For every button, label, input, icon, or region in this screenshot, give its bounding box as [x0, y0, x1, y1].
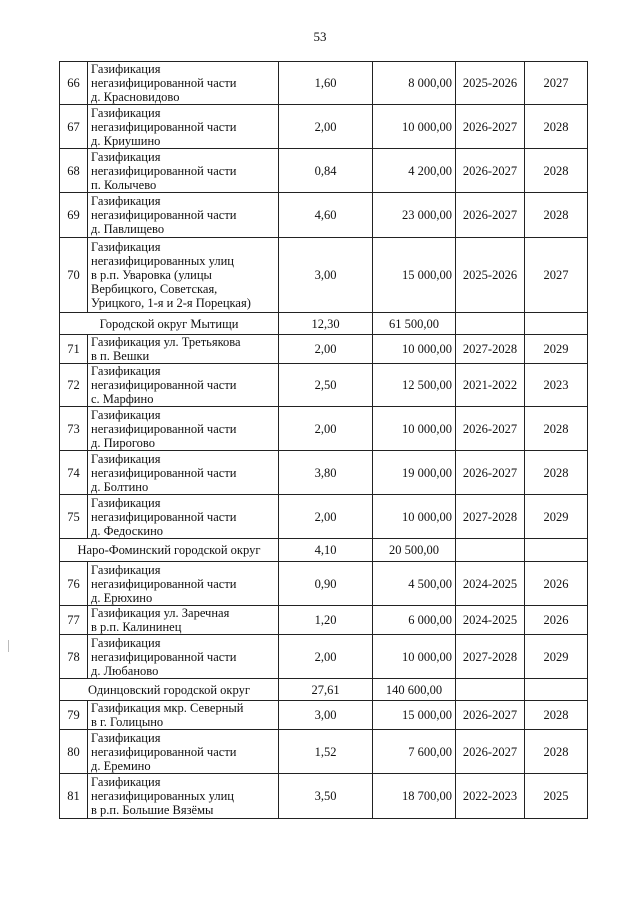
table-row [60, 407, 588, 451]
table-row [60, 606, 588, 635]
commissioning-year: 2028 [525, 149, 588, 193]
commissioning-year: 2029 [525, 495, 588, 539]
district-length: 27,61 [279, 679, 373, 701]
length-km: 2,00 [279, 407, 373, 451]
table-row [60, 451, 588, 495]
table-row [60, 105, 588, 149]
row-number: 70 [60, 238, 88, 313]
object-name [88, 193, 279, 238]
commissioning-year: 2025 [525, 774, 588, 819]
object-name-line: в р.п. Большие Вязёмы [91, 803, 214, 817]
district-name: Наро-Фоминский городской округ [60, 539, 279, 562]
gasification-table [59, 61, 588, 819]
object-name-line: д. Красновидово [91, 90, 180, 104]
construction-period: 2026-2027 [456, 407, 525, 451]
object-name-line: негазифицированной части [91, 378, 237, 392]
empty-cell [525, 313, 588, 335]
object-name [88, 451, 279, 495]
commissioning-year: 2023 [525, 364, 588, 407]
commissioning-year: 2028 [525, 730, 588, 774]
commissioning-year: 2028 [525, 701, 588, 730]
object-name-line: д. Ерюхино [91, 590, 153, 605]
length-km: 0,84 [279, 149, 373, 193]
table-row [60, 62, 588, 105]
object-name-line: негазифицированной части [91, 465, 237, 480]
group-row [60, 313, 588, 335]
cost-value: 4 200,00 [373, 149, 456, 193]
table-body [60, 62, 588, 819]
length-km: 1,20 [279, 606, 373, 635]
object-name-line: негазифицированной части [91, 119, 237, 134]
row-number: 76 [60, 562, 88, 606]
object-name-line: д. Павлищево [91, 222, 165, 236]
construction-period: 2026-2027 [456, 193, 525, 238]
commissioning-year: 2026 [525, 606, 588, 635]
object-name [88, 730, 279, 774]
object-name-line: Газификация [91, 451, 161, 466]
scan-mark [8, 640, 9, 652]
cost-value: 10 000,00 [373, 407, 456, 451]
row-number: 75 [60, 495, 88, 539]
row-number: 71 [60, 335, 88, 364]
cost-value: 15 000,00 [373, 238, 456, 313]
object-name-line: негазифицированной части [91, 208, 237, 222]
row-number: 81 [60, 774, 88, 819]
cost-value: 10 000,00 [373, 105, 456, 149]
row-number: 67 [60, 105, 88, 149]
table-row [60, 495, 588, 539]
construction-period: 2024-2025 [456, 606, 525, 635]
object-name-line: негазифицированной части [91, 649, 237, 664]
empty-cell [456, 313, 525, 335]
group-row [60, 539, 588, 562]
object-name [88, 149, 279, 193]
object-name-line: негазифицированной части [91, 76, 237, 90]
empty-cell [525, 539, 588, 562]
table-row [60, 635, 588, 679]
table-row [60, 335, 588, 364]
row-number: 73 [60, 407, 88, 451]
length-km: 2,50 [279, 364, 373, 407]
length-km: 0,90 [279, 562, 373, 606]
district-cost: 61 500,00 [373, 313, 456, 335]
length-km: 2,00 [279, 635, 373, 679]
object-name [88, 407, 279, 451]
row-number: 74 [60, 451, 88, 495]
construction-period: 2026-2027 [456, 730, 525, 774]
table-row [60, 193, 588, 238]
object-name-line: Газификация ул. Третьякова [91, 335, 241, 349]
row-number: 66 [60, 62, 88, 105]
object-name-line: д. Любаново [91, 663, 159, 678]
cost-value: 7 600,00 [373, 730, 456, 774]
length-km: 2,00 [279, 335, 373, 364]
cost-value: 18 700,00 [373, 774, 456, 819]
table-row [60, 701, 588, 730]
table-row [60, 364, 588, 407]
length-km: 2,00 [279, 495, 373, 539]
construction-period: 2027-2028 [456, 495, 525, 539]
object-name [88, 335, 279, 364]
object-name-line: Газификация мкр. Северный [91, 701, 244, 715]
cost-value: 4 500,00 [373, 562, 456, 606]
object-name-line: в р.п. Калининец [91, 620, 182, 634]
object-name-line: негазифицированной части [91, 576, 237, 591]
object-name [88, 606, 279, 635]
object-name-line: негазифицированных улиц [91, 789, 234, 803]
object-name-line: негазифицированной части [91, 744, 237, 759]
table-row [60, 238, 588, 313]
table-row [60, 774, 588, 819]
construction-period: 2026-2027 [456, 149, 525, 193]
object-name-line: Газификация [91, 635, 161, 650]
length-km: 3,00 [279, 701, 373, 730]
object-name-line: Газификация [91, 730, 161, 745]
construction-period: 2025-2026 [456, 238, 525, 313]
object-name-line: Газификация [91, 775, 161, 789]
district-name: Одинцовский городской округ [60, 679, 279, 701]
district-length: 4,10 [279, 539, 373, 562]
cost-value: 12 500,00 [373, 364, 456, 407]
row-number: 69 [60, 193, 88, 238]
object-name [88, 635, 279, 679]
length-km: 3,50 [279, 774, 373, 819]
object-name-line: негазифицированной части [91, 421, 237, 436]
construction-period: 2026-2027 [456, 701, 525, 730]
length-km: 1,60 [279, 62, 373, 105]
commissioning-year: 2029 [525, 635, 588, 679]
object-name-line: Газификация ул. Заречная [91, 606, 230, 620]
object-name [88, 238, 279, 313]
object-name [88, 62, 279, 105]
district-length: 12,30 [279, 313, 373, 335]
cost-value: 8 000,00 [373, 62, 456, 105]
cost-value: 10 000,00 [373, 635, 456, 679]
object-name-line: д. Еремино [91, 758, 151, 773]
empty-cell [456, 539, 525, 562]
object-name-line: д. Федоскино [91, 523, 164, 538]
row-number: 68 [60, 149, 88, 193]
length-km: 3,00 [279, 238, 373, 313]
row-number: 72 [60, 364, 88, 407]
table-row [60, 562, 588, 606]
object-name [88, 774, 279, 819]
object-name-line: в г. Голицыно [91, 715, 164, 729]
object-name-line: Газификация [91, 407, 161, 422]
construction-period: 2022-2023 [456, 774, 525, 819]
length-km: 2,00 [279, 105, 373, 149]
table-row [60, 149, 588, 193]
object-name-line: д. Пирогово [91, 435, 155, 450]
length-km: 3,80 [279, 451, 373, 495]
table-row [60, 730, 588, 774]
length-km: 1,52 [279, 730, 373, 774]
cost-value: 19 000,00 [373, 451, 456, 495]
object-name [88, 364, 279, 407]
row-number: 77 [60, 606, 88, 635]
object-name [88, 562, 279, 606]
construction-period: 2021-2022 [456, 364, 525, 407]
object-name-line: Газификация [91, 62, 161, 76]
length-km: 4,60 [279, 193, 373, 238]
object-name-line: Газификация [91, 240, 161, 254]
construction-period: 2026-2027 [456, 451, 525, 495]
construction-period: 2027-2028 [456, 635, 525, 679]
cost-value: 23 000,00 [373, 193, 456, 238]
object-name-line: негазифицированной части [91, 163, 237, 178]
commissioning-year: 2028 [525, 105, 588, 149]
row-number: 79 [60, 701, 88, 730]
object-name-line: Урицкого, 1-я и 2-я Порецкая) [91, 296, 251, 310]
group-row [60, 679, 588, 701]
object-name-line: д. Криушино [91, 133, 161, 148]
object-name-line: Газификация [91, 149, 161, 164]
cost-value: 15 000,00 [373, 701, 456, 730]
object-name-line: в р.п. Уваровка (улицы [91, 268, 212, 282]
object-name-line: Газификация [91, 194, 161, 208]
empty-cell [525, 679, 588, 701]
row-number: 78 [60, 635, 88, 679]
page-number: 53 [313, 29, 327, 44]
commissioning-year: 2026 [525, 562, 588, 606]
object-name-line: с. Марфино [91, 392, 154, 406]
district-name: Городской округ Мытищи [60, 313, 279, 335]
construction-period: 2024-2025 [456, 562, 525, 606]
object-name-line: Газификация [91, 105, 161, 120]
object-name-line: негазифицированной части [91, 509, 237, 524]
construction-period: 2027-2028 [456, 335, 525, 364]
cost-value: 10 000,00 [373, 335, 456, 364]
cost-value: 10 000,00 [373, 495, 456, 539]
object-name-line: негазифицированных улиц [91, 254, 234, 268]
commissioning-year: 2027 [525, 62, 588, 105]
construction-period: 2026-2027 [456, 105, 525, 149]
commissioning-year: 2029 [525, 335, 588, 364]
object-name [88, 701, 279, 730]
commissioning-year: 2028 [525, 451, 588, 495]
object-name-line: Вербицкого, Советская, [91, 282, 218, 296]
object-name-line: д. Болтино [91, 479, 149, 494]
row-number: 80 [60, 730, 88, 774]
district-cost: 140 600,00 [373, 679, 456, 701]
object-name-line: Газификация [91, 495, 161, 510]
district-cost: 20 500,00 [373, 539, 456, 562]
commissioning-year: 2027 [525, 238, 588, 313]
construction-period: 2025-2026 [456, 62, 525, 105]
object-name-line: п. Колычево [91, 177, 157, 192]
commissioning-year: 2028 [525, 407, 588, 451]
object-name-line: Газификация [91, 562, 161, 577]
object-name [88, 495, 279, 539]
commissioning-year: 2028 [525, 193, 588, 238]
empty-cell [456, 679, 525, 701]
object-name-line: Газификация [91, 364, 161, 378]
cost-value: 6 000,00 [373, 606, 456, 635]
object-name-line: в п. Вешки [91, 349, 150, 363]
object-name [88, 105, 279, 149]
